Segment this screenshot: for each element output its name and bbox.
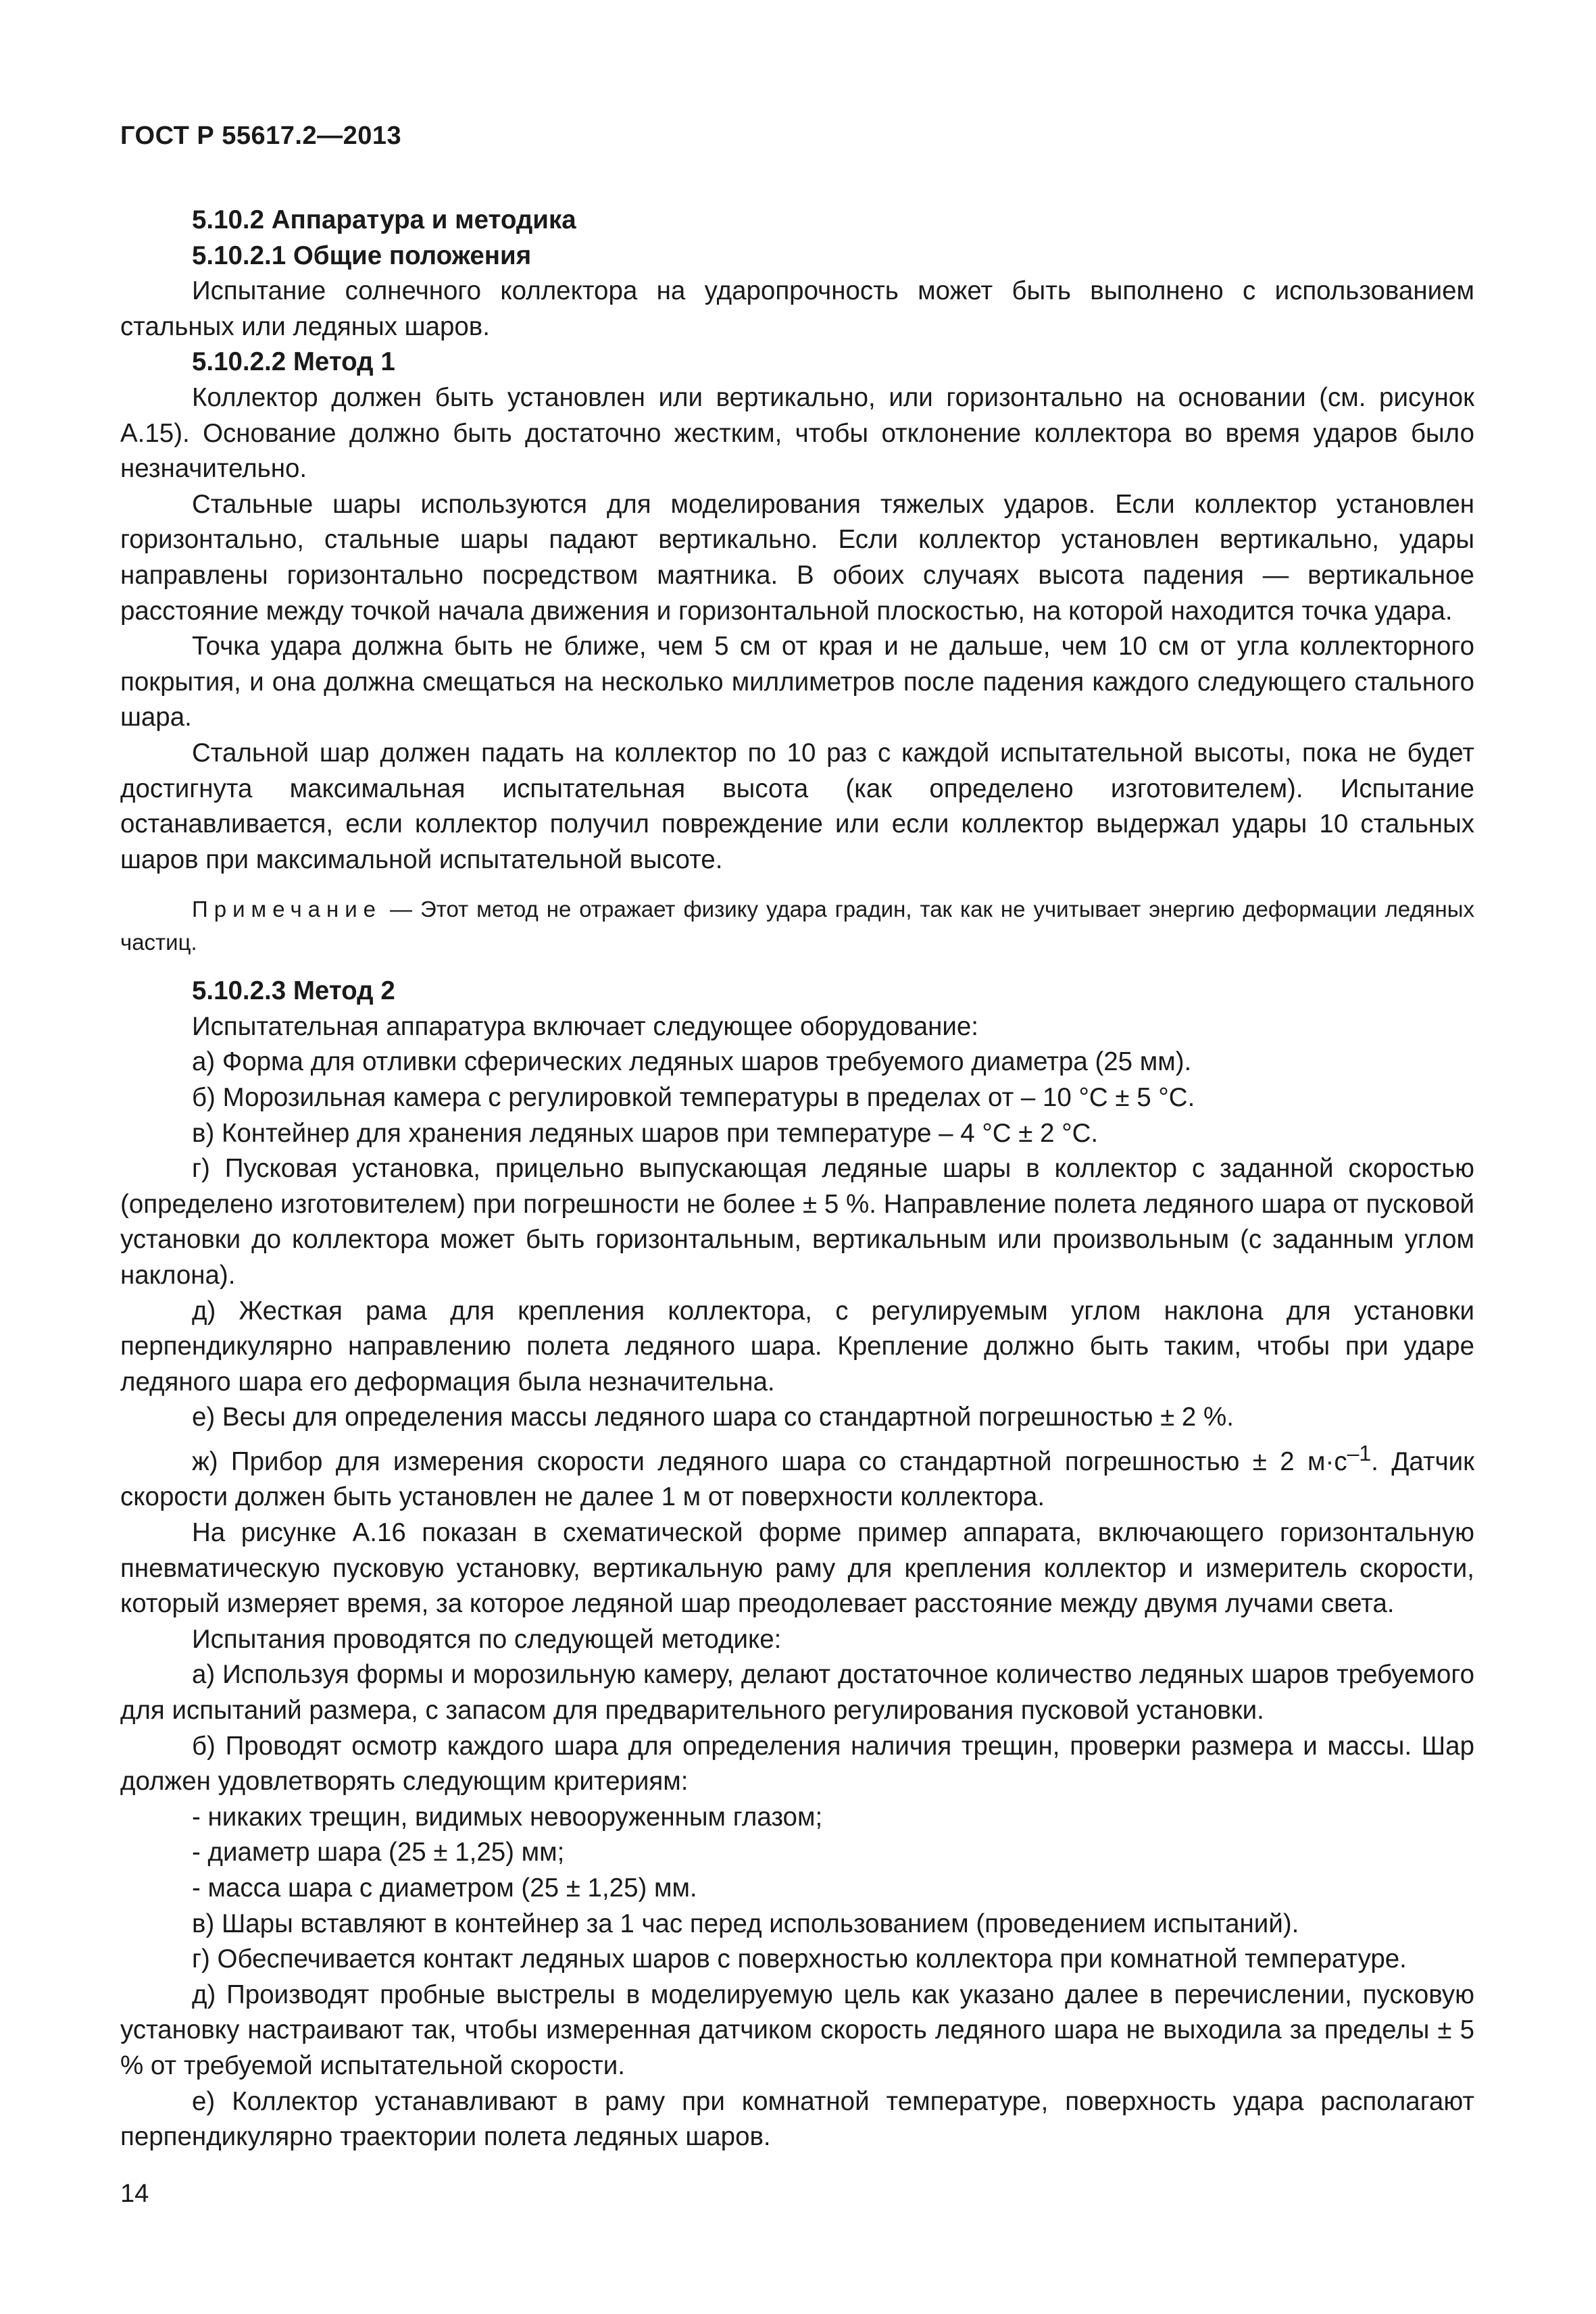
- paragraph-figure-reference: На рисунке А.16 показан в схематической форме пример аппарата, включающего горизонтальную пневматическую пусковую установку, вертикальную раму для крепления коллектор и измеритель скорости, который измеряет время, за которое ледяной шар преодолевает расстояние между двумя лучами света.: [120, 1518, 1474, 1619]
- procedure-step-d: г) Обеспечивается контакт ледяных шаров с поверхностью коллектора при комнатной температуре.: [192, 1944, 1407, 1974]
- note-label: Примечание: [192, 897, 382, 922]
- section-heading-5-10-2-1: 5.10.2.1 Общие положения: [192, 241, 532, 270]
- criteria-item-3: - масса шара с диаметром (25 ± 1,25) мм.: [192, 1873, 697, 1903]
- equipment-item-g-text: ж) Прибор для измерения скорости ледяного шара со стандартной погрешностью ± 2 м·с: [192, 1447, 1347, 1476]
- page-number: 14: [120, 2180, 149, 2208]
- section-heading-5-10-2-2: 5.10.2.2 Метод 1: [192, 347, 395, 377]
- paragraph-method1-impact-point: Точка удара должна быть не ближе, чем 5 см от края и не дальше, чем 10 см от угла коллекторного покрытия, и она должна смещаться на несколько миллиметров после падения каждого следующего стального шара.: [120, 632, 1474, 732]
- equipment-item-g: [120, 1436, 1474, 1515]
- page-body: [120, 203, 1474, 2155]
- equipment-item-g-text-end: . Датчик скорости должен быть установлен не далее 1 м от поверхности коллектора.: [120, 1447, 1475, 1512]
- equipment-item-d: г) Пусковая установка, прицельно выпускающая ледяные шары в коллектор с заданной скоростью (определено изготовителем) при погрешности не более ± 5 %. Направление полета ледяного шара от пусковой установки до коллектора может быть горизонтальным, вертикальным или произвольным (с заданным углом наклона).: [120, 1154, 1474, 1290]
- equipment-item-b: б) Морозильная камера с регулировкой температуры в пределах от – 10 °С ± 5 °С.: [192, 1083, 1195, 1113]
- paragraph-method1-mounting: Коллектор должен быть установлен или вертикально, или горизонтально на основании (см. рисунок А.15). Основание должно быть достаточно жестким, чтобы отклонение коллектора во время ударов было незначительно.: [120, 382, 1474, 484]
- paragraph-method2-intro: Испытательная аппаратура включает следующее оборудование:: [192, 1011, 978, 1041]
- note-text: — Этот метод не отражает физику удара градин, так как не учитывает энергию деформации ледяных частиц.: [120, 897, 1474, 955]
- procedure-step-f: е) Коллектор устанавливают в раму при комнатной температуре, поверхность удара располагают перпендикулярно траектории полета ледяных шаров.: [120, 2086, 1474, 2152]
- section-heading-5-10-2: 5.10.2 Аппаратура и методика: [192, 205, 576, 234]
- equipment-item-g-exponent: –1: [1347, 1441, 1372, 1465]
- criteria-item-2: - диаметр шара (25 ± 1,25) мм;: [192, 1838, 565, 1867]
- paragraph-procedure-intro: Испытания проводятся по следующей методике:: [192, 1624, 782, 1654]
- paragraph-general: Испытание солнечного коллектора на ударопрочность может быть выполнено с использованием стальных или ледяных шаров.: [120, 276, 1474, 341]
- equipment-item-a: а) Форма для отливки сферических ледяных шаров требуемого диаметра (25 мм).: [192, 1047, 1192, 1077]
- procedure-step-c: в) Шары вставляют в контейнер за 1 час перед использованием (проведением испытаний).: [192, 1909, 1299, 1938]
- paragraph-method1-procedure: Стальной шар должен падать на коллектор по 10 раз с каждой испытательной высоты, пока не будет достигнута максимальная испытательная высота (как определено изготовителем). Испытание останавливается, если коллектор получил повреждение или если коллектор выдержал удары 10 стальных шаров при максимальной испытательной высоте.: [120, 738, 1474, 874]
- paragraph-method1-steel-balls: Стальные шары используются для моделирования тяжелых ударов. Если коллектор установлен горизонтально, стальные шары падают вертикально. Если коллектор установлен вертикально, удары направлены горизонтально посредством маятника. В обоих случаях высота падения — вертикальное расстояние между точкой начала движения и горизонтальной плоскостью, на которой находится точка удара.: [120, 489, 1474, 626]
- equipment-item-e: д) Жесткая рама для крепления коллектора, с регулируемым углом наклона для установки перпендикулярно направлению полета ледяного шара. Крепление должно быть таким, чтобы при ударе ледяного шара его деформация была незначительна.: [120, 1296, 1474, 1397]
- procedure-step-b: б) Проводят осмотр каждого шара для определения наличия трещин, проверки размера и массы. Шар должен удовлетворять следующим критериям:: [120, 1731, 1474, 1796]
- note: [120, 892, 1474, 959]
- equipment-item-f: е) Весы для определения массы ледяного шара со стандартной погрешностью ± 2 %.: [192, 1403, 1234, 1432]
- criteria-item-1: - никаких трещин, видимых невооруженным глазом;: [192, 1802, 823, 1832]
- document-header: ГОСТ Р 55617.2—2013: [120, 122, 402, 150]
- section-heading-5-10-2-3: 5.10.2.3 Метод 2: [192, 976, 395, 1006]
- equipment-item-c: в) Контейнер для хранения ледяных шаров при температуре – 4 °С ± 2 °С.: [192, 1118, 1099, 1148]
- procedure-step-e: д) Производят пробные выстрелы в моделируемую цель как указано далее в перечислении, пусковую установку настраивают так, чтобы измеренная датчиком скорость ледяного шара не выходила за пределы ± 5 % от требуемой испытательной скорости.: [120, 1980, 1474, 2080]
- procedure-step-a: а) Используя формы и морозильную камеру, делают достаточное количество ледяных шаров требуемого для испытаний размера, с запасом для предварительного регулирования пусковой установки.: [120, 1660, 1474, 1725]
